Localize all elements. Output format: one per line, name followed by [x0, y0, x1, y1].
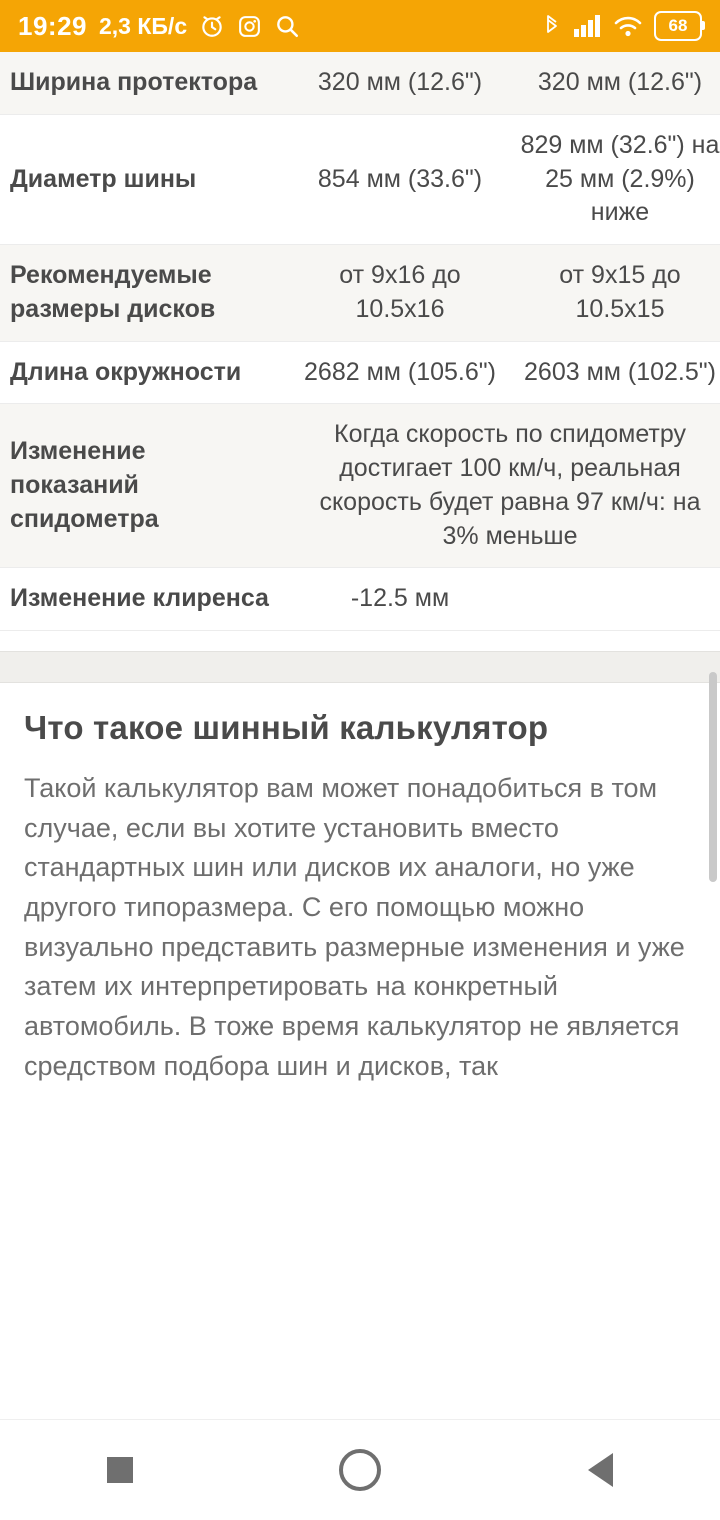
battery-indicator: 68	[654, 11, 702, 41]
row-value-original: от 9x16 до 10.5x16	[290, 245, 510, 342]
status-bar-data-speed: 2,3 КБ/с	[99, 12, 188, 39]
section-divider-band	[0, 651, 720, 683]
row-label: Рекомендуемые размеры дисков	[0, 245, 290, 342]
table-row	[0, 404, 720, 568]
row-value-new: 829 мм (32.6") на 25 мм (2.9%) ниже	[510, 114, 720, 244]
triangle-left-icon	[588, 1453, 613, 1487]
row-value-original: 2682 мм (105.6")	[290, 341, 510, 404]
status-bar-clock: 19:29	[18, 10, 87, 41]
status-bar-right	[542, 11, 702, 41]
row-value-original: 320 мм (12.6")	[290, 52, 510, 114]
row-label: Изменение показаний спидометра	[0, 404, 290, 568]
home-button[interactable]	[300, 1420, 420, 1520]
bluetooth-icon	[542, 14, 562, 38]
table-row	[0, 568, 720, 631]
wifi-icon	[614, 15, 642, 37]
row-label: Диаметр шины	[0, 114, 290, 244]
search-icon	[274, 13, 300, 39]
row-value-new	[510, 568, 720, 631]
row-label: Ширина протектора	[0, 52, 290, 114]
article-paragraph: Такой калькулятор вам может понадобиться в том случае, если вы хотите установить вместо стандартных шин или дисков их аналоги, но уже другого типоразмера. С его помощью можно визуально представить размерные изменения и уже затем их интерпретировать на конкретный автомобиль. В тоже время калькулятор не является средством подбора шин и дисков, так	[24, 773, 685, 1081]
page-scroll-container[interactable]	[0, 52, 720, 1420]
row-value-original: -12.5 мм	[290, 568, 510, 631]
tire-spec-table	[0, 52, 720, 631]
table-row	[0, 114, 720, 244]
row-value-new: 2603 мм (102.5")	[510, 341, 720, 404]
recent-apps-button[interactable]	[60, 1420, 180, 1520]
square-icon	[107, 1457, 133, 1483]
table-row	[0, 52, 720, 114]
row-value-new: от 9x15 до 10.5x15	[510, 245, 720, 342]
row-value-new: 320 мм (12.6")	[510, 52, 720, 114]
section-spacer	[0, 631, 720, 651]
row-label: Изменение клиренса	[0, 568, 290, 631]
status-bar-left	[18, 11, 542, 42]
vertical-scrollbar-thumb[interactable]	[709, 672, 717, 882]
row-value-original: 854 мм (33.6")	[290, 114, 510, 244]
back-button[interactable]	[540, 1420, 660, 1520]
instagram-icon	[237, 14, 262, 39]
circle-icon	[339, 1449, 381, 1491]
cellular-signal-icon	[574, 15, 602, 37]
android-navigation-bar	[0, 1419, 720, 1520]
alarm-icon	[199, 13, 225, 39]
table-row	[0, 245, 720, 342]
row-label: Длина окружности	[0, 341, 290, 404]
row-value-combined: Когда скорость по спидометру достигает 100 км/ч, реальная скорость будет равна 97 км/ч: на 3% меньше	[290, 404, 720, 568]
table-row	[0, 341, 720, 404]
status-bar	[0, 0, 720, 52]
article-section	[0, 683, 720, 1087]
article-heading: Что такое шинный калькулятор	[24, 709, 549, 746]
